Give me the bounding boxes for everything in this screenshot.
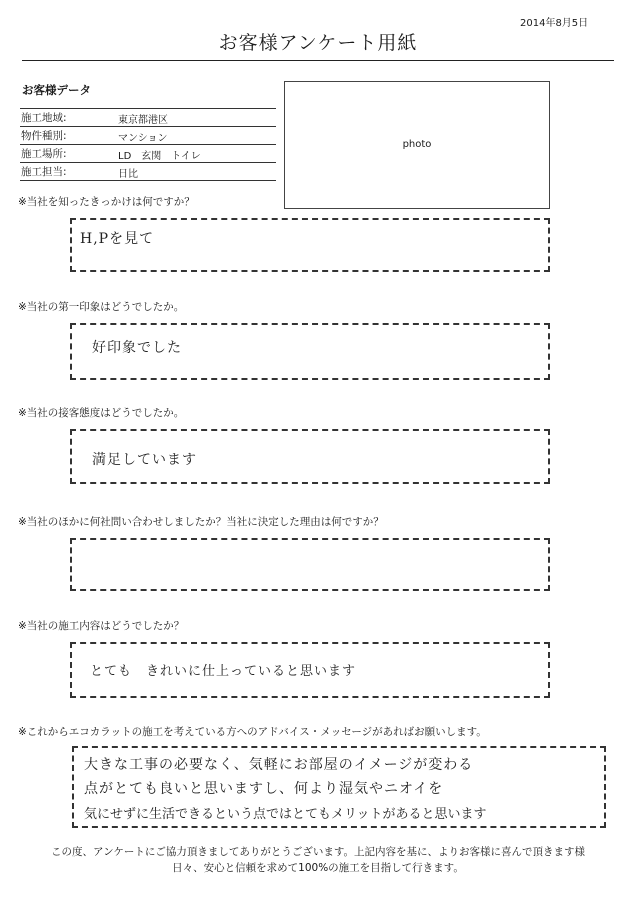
info-row-staff — [20, 163, 276, 181]
customer-info-table — [20, 108, 276, 181]
question-work-quality: ※当社の施工内容はどうでしたか？ — [18, 620, 185, 632]
photo-placeholder — [284, 81, 550, 209]
question-advice-message: ※これからエコカラットの施工を考えている方へのアドバイス・メッセージがあればお願いします。 — [18, 726, 487, 738]
page-title: お客様アンケート用紙 — [218, 32, 418, 54]
info-label: 施工地域: — [21, 112, 67, 124]
photo-label: photo — [402, 139, 432, 150]
question-how-found: ※当社を知ったきっかけは何ですか？ — [18, 196, 195, 208]
answer-text-line: 点がとても良いと思いますし、何より湿気やニオイを — [84, 781, 444, 797]
info-label: 物件種別: — [21, 130, 67, 142]
title-underline — [22, 60, 614, 61]
answer-box-first-impression — [70, 323, 550, 380]
info-value: 東京都港区 — [118, 115, 168, 126]
info-row-area — [20, 108, 276, 127]
answer-box-advice-message — [72, 746, 606, 828]
info-row-location — [20, 145, 276, 163]
answer-text: とても きれいに仕上っていると思います — [90, 664, 357, 679]
answer-box-how-found — [70, 218, 550, 272]
answer-text-line: 気にせずに生活できるという点ではとてもメリットがあると思います — [84, 807, 487, 822]
footer-line-1: この度、アンケートにご協力頂きましてありがとうございます。上記内容を基に、よりお客様に喜んで頂きます様 — [50, 846, 586, 858]
answer-box-work-quality — [70, 642, 550, 698]
question-other-companies: ※当社のほかに何社問い合わせしましたか？当社に決定した理由は何ですか？ — [18, 516, 384, 528]
footer-line-2: 日々、安心と信頼を求めて100%の施工を目指して行きます。 — [172, 862, 464, 874]
answer-text: H,Pを見て — [80, 231, 155, 247]
info-value: 日比 — [118, 169, 138, 180]
info-value: LD 玄関 トイレ — [118, 151, 201, 162]
customer-data-heading: お客様データ — [22, 83, 91, 97]
info-value: マンション — [118, 133, 168, 144]
answer-text-line: 大きな工事の必要なく、気軽にお部屋のイメージが変わる — [84, 757, 474, 773]
answer-box-service-attitude — [70, 429, 550, 484]
info-row-property-type — [20, 127, 276, 145]
info-label: 施工場所: — [21, 148, 67, 160]
answer-text: 好印象でした — [92, 340, 182, 356]
answer-text: 満足しています — [92, 452, 197, 468]
info-label: 施工担当: — [21, 166, 67, 178]
survey-date: 2014年8月5日 — [520, 18, 589, 29]
question-service-attitude: ※当社の接客態度はどうでしたか。 — [18, 407, 185, 419]
question-first-impression: ※当社の第一印象はどうでしたか。 — [18, 301, 185, 313]
answer-box-other-companies — [70, 538, 550, 591]
